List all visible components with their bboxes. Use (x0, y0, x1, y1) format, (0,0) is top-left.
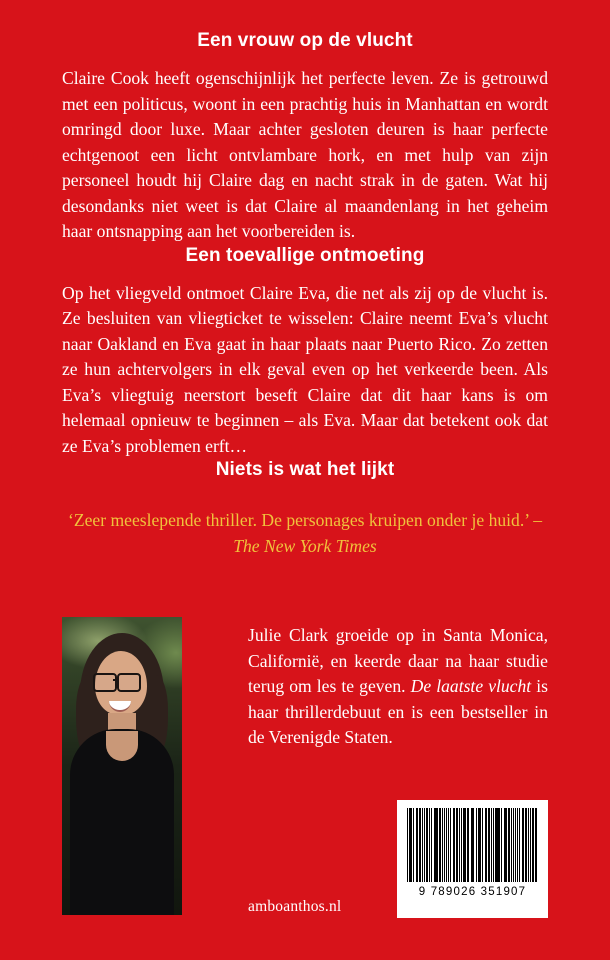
author-photo (62, 617, 182, 915)
review-quote (62, 507, 548, 559)
author-bio (248, 623, 548, 751)
barcode (397, 800, 548, 918)
publisher-url: amboanthos.nl (248, 898, 342, 915)
section-heading-3: Niets is wat het lijkt (215, 459, 395, 480)
review-quote-source: The New York Times (233, 536, 377, 556)
portrait-glasses-left (93, 673, 117, 692)
barcode-bar (536, 808, 537, 882)
author-portrait-image (62, 617, 182, 915)
review-quote-text: ‘Zeer meeslepende thriller. De personages kruipen onder je huid.’ – (67, 510, 543, 530)
blurb-content (62, 30, 548, 559)
section-heading-2: Een toevallige ontmoeting (185, 244, 425, 266)
author-bio-part2: is haar thrillerdebuut en is een bestseller in de Verenigde Staten. (248, 676, 548, 747)
author-bio-part1: Julie Clark groeide op in Santa Monica, Californië, en keerde daar na haar studie terug om les te geven. (248, 625, 548, 696)
barcode-number: 9 789026 351907 (418, 886, 527, 898)
portrait-glasses-bridge (113, 679, 119, 681)
author-bio-book-title: De laatste vlucht (410, 676, 532, 696)
section-body-2: Op het vliegveld ontmoet Claire Eva, die net als zij op de vlucht is. Ze besluiten van vliegticket te wisselen: Claire neemt Eva’s vlucht naar Oakland en Eva gaat in haar plaats naar Puerto Rico. Zo zetten ze hun achtervolgers in elk geval even op het verkeerde been. Als Eva’s vliegtuig neerstort beseft Claire dat dit haar kans is om helemaal opnieuw te beginnen – als Eva. Maar dat betekent ook dat ze Eva’s problemen erft… (62, 282, 548, 456)
portrait-glasses-right (117, 673, 141, 692)
section-heading-1: Een vrouw op de vlucht (197, 30, 413, 51)
barcode-bars (407, 808, 538, 882)
section-body-1: Claire Cook heeft ogenschijnlijk het perfecte leven. Ze is getrouwd met een politicus, woont in een prachtig huis in Manhattan en wordt omringd door luxe. Maar achter gesloten deuren is haar perfecte echtgenoot een licht ontvlambare hork, en met hulp van zijn personeel houdt hij Claire dag en nacht strak in de gaten. Wat hij desondanks niet weet is dat Claire al maandenlang in het geheim haar ontsnapping aan het voorbereiden is. (62, 68, 548, 241)
